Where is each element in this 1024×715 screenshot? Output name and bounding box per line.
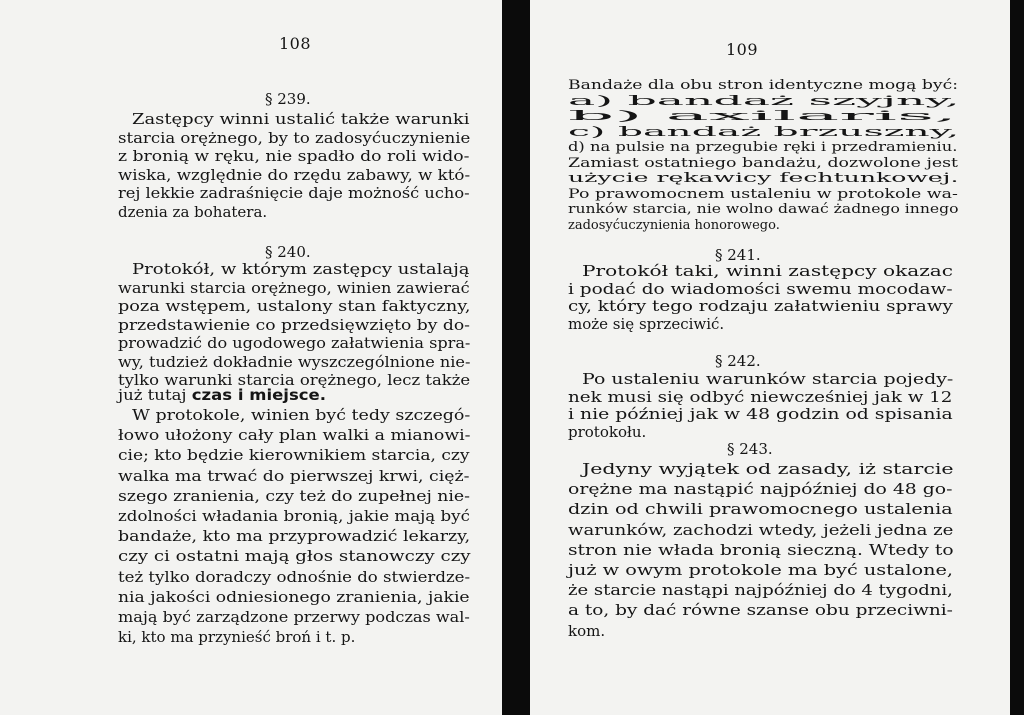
section-heading-240: § 240.	[265, 243, 311, 261]
text-line: bandaże, kto ma przyprowadzić lekarzy,	[118, 527, 471, 546]
bold-emphasis: czas i miejsce.	[191, 386, 327, 404]
text-line: poza wstępem, ustalony stan faktyczny,	[118, 297, 471, 315]
text-line: dzenia za bohatera.	[118, 202, 268, 221]
section-heading-239: § 239.	[265, 90, 311, 108]
text-line: orężne ma nastąpić najpóźniej do 48 go-	[568, 480, 953, 499]
text-line: cy, który tego rodzaju załatwieniu sprawy	[568, 297, 953, 315]
text-line: zdolności władania bronią, jakie mają być	[118, 507, 470, 525]
text-line: c) bandaż brzuszny,	[568, 124, 960, 140]
text-line: runków starcia, nie wolno dawać żadnego innego	[568, 202, 959, 217]
text-line: czy ci ostatni mają głos stanowczy czy	[118, 547, 471, 566]
section-heading-241: § 241.	[715, 246, 761, 264]
text-line: z bronią w ręku, nie spadło do roli wido-	[118, 147, 470, 165]
text-line: też tylko doradczy odnośnie do stwierdze-	[118, 567, 471, 586]
text-line: użycie rękawicy fechtunkowej.	[568, 171, 959, 186]
text-line: b) axilaris,	[568, 109, 958, 124]
text-line: Protokół, w którym zastępcy ustalają	[132, 260, 470, 278]
text-line: stron nie włada bronią sieczną. Wtedy to	[568, 540, 954, 559]
text-line: nek musi się odbyć niewcześniej jak w 12	[568, 387, 953, 406]
page-number: 109	[726, 40, 759, 59]
right-page	[530, 0, 1010, 715]
text-line: wiska, względnie do rzędu zabawy, w któ-	[118, 165, 471, 184]
text-line: przedstawienie co przedsięwzięto by do-	[118, 315, 470, 334]
text-line: walka ma trwać do pierwszej krwi, cięż-	[118, 466, 470, 485]
text-line: zadosyćuczynienia honorowego.	[568, 217, 780, 233]
text-line: Jedyny wyjątek od zasady, iż starcie	[582, 460, 954, 478]
text-line: kom.	[568, 621, 606, 640]
text-line: a to, by dać równe szanse obu przeciwni-	[568, 601, 953, 620]
text-line: i podać do wiadomości swemu mocodaw-	[568, 279, 953, 298]
section-heading-242: § 242.	[715, 352, 761, 370]
text-line: szego zranienia, czy też do zupełnej nie-	[118, 486, 470, 505]
text-line: warunki starcia orężnego, winien zawierać	[118, 278, 470, 297]
text-line: nia jakości odniesionego zranienia, jakie	[118, 587, 470, 606]
text-line: mają być zarządzone przerwy podczas wal-	[118, 608, 470, 626]
page-number: 108	[279, 34, 312, 53]
text-line: warunków, zachodzi wtedy, jeżeli jedna ze	[568, 520, 954, 539]
text-line: Zamiast ostatniego bandażu, dozwolone jest	[568, 155, 959, 171]
text-line: Po prawomocnem ustaleniu w protokole wa-	[568, 186, 958, 202]
text-line: starcia orężnego, by to zadosyćuczynienie	[118, 128, 471, 147]
text-line: protokołu.	[568, 422, 647, 441]
text-line: cie; kto będzie kierownikiem starcia, czy	[118, 446, 470, 465]
text-fragment: już tutaj	[118, 386, 192, 404]
text-line: d) na pulsie na przegubie ręki i przedramieniu.	[568, 140, 958, 155]
text-line: Protokół taki, winni zastępcy okazac	[582, 262, 954, 280]
text-line: Zastępcy winni ustalić także warunki	[132, 110, 470, 128]
text-line: że starcie nastąpi najpóźniej do 4 tygodni,	[568, 581, 953, 600]
text-line: a) bandaż szyjny,	[568, 93, 960, 109]
text-line: i nie później jak w 48 godzin od spisania	[568, 405, 953, 423]
text-line: W protokole, winien być tedy szczegó-	[132, 406, 471, 424]
text-line-emphasis	[118, 386, 326, 404]
section-heading-243: § 243.	[727, 440, 773, 458]
text-line: może się sprzeciwić.	[568, 314, 725, 333]
text-line: dzin od chwili prawomocnego ustalenia	[568, 500, 953, 519]
text-line: już w owym protokole ma być ustalone,	[568, 561, 953, 579]
left-page	[0, 0, 502, 715]
text-line: łowo ułożony cały plan walki a mianowi-	[118, 426, 471, 445]
text-line: wy, tudzież dokładnie wyszczególnione nie-	[118, 352, 471, 371]
text-line: Bandaże dla obu stron identyczne mogą być:	[568, 78, 959, 93]
text-line: tylko warunki starcia orężnego, lecz także	[118, 371, 471, 389]
text-line: Po ustaleniu warunków starcia pojedy-	[582, 370, 954, 388]
text-line: ki, kto ma przynieść broń i t. p.	[118, 628, 356, 647]
text-line: prowadzić do ugodowego załatwienia spra-	[118, 334, 471, 352]
text-line: rej lekkie zadraśnięcie daje możność ucho-	[118, 184, 470, 202]
